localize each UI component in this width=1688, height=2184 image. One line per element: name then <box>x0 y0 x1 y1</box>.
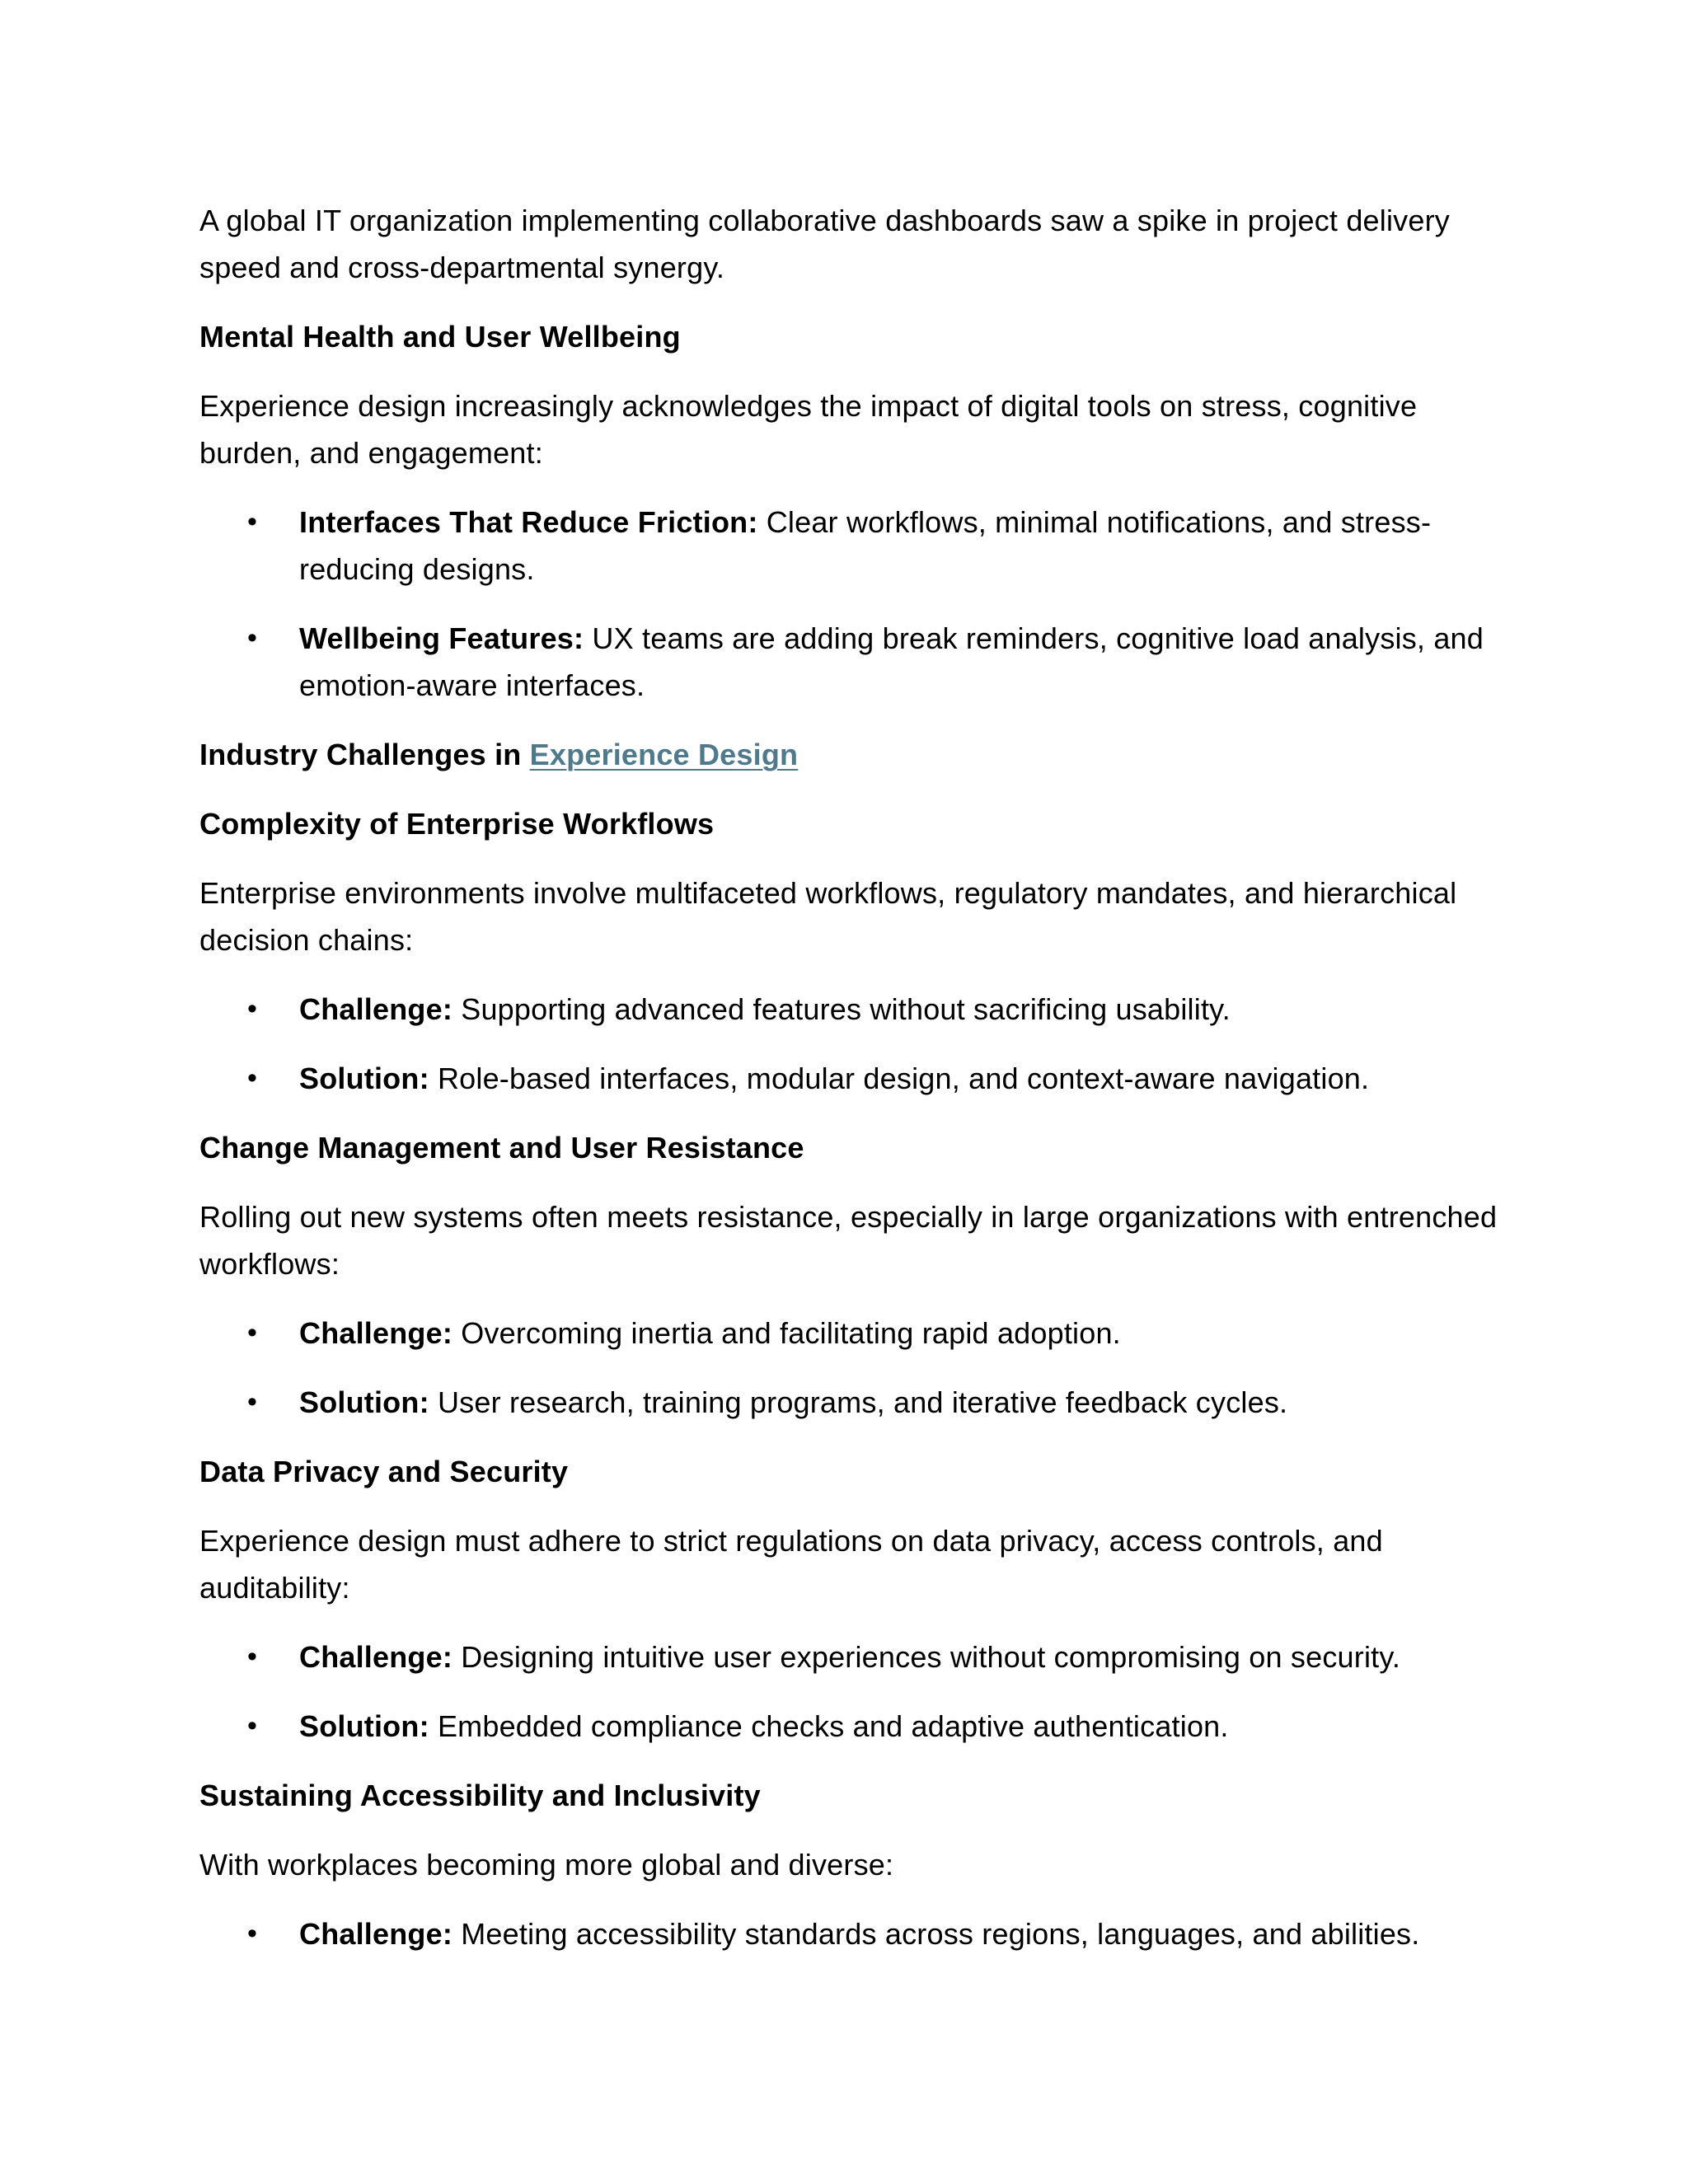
list-item <box>199 499 1502 593</box>
list-item-text: Role-based interfaces, modular design, and context-aware navigation. <box>429 1062 1370 1095</box>
list-item <box>199 1055 1502 1102</box>
intro-paragraph: A global IT organization implementing collaborative dashboards saw a spike in project delivery speed and cross-departmental synergy. <box>199 204 1450 284</box>
bullet-icon: • <box>247 1317 258 1348</box>
section-heading: Sustaining Accessibility and Inclusivity <box>199 1779 761 1812</box>
bullet-list <box>199 1633 1502 1750</box>
document-page <box>199 197 1502 1980</box>
list-item-label: Challenge: <box>299 1917 453 1951</box>
list-item-label: Wellbeing Features: <box>299 621 584 655</box>
list-item-text: Meeting accessibility standards across regions, languages, and abilities. <box>452 1917 1420 1951</box>
bullet-icon: • <box>247 506 258 537</box>
section-heading: Data Privacy and Security <box>199 1455 569 1488</box>
experience-design-link[interactable]: Experience Design <box>529 738 799 771</box>
bullet-icon: • <box>247 993 258 1024</box>
list-item-label: Interfaces That Reduce Friction: <box>299 505 758 539</box>
list-item <box>199 1633 1502 1680</box>
list-item-text: Designing intuitive user experiences without compromising on security. <box>452 1640 1401 1674</box>
bullet-icon: • <box>247 1386 258 1418</box>
list-item <box>199 1910 1502 1957</box>
section-body: Experience design must adhere to strict regulations on data privacy, access controls, and auditability: <box>199 1524 1383 1605</box>
bullet-icon: • <box>247 622 258 654</box>
list-item-label: Challenge: <box>299 1316 453 1350</box>
bullet-list <box>199 986 1502 1102</box>
list-item-label: Solution: <box>299 1709 429 1743</box>
list-item-text: UX teams are adding break reminders, cognitive load analysis, and emotion-aware interfaces. <box>299 621 1484 702</box>
bullet-icon: • <box>247 1062 258 1094</box>
list-item-text: User research, training programs, and iterative feedback cycles. <box>429 1385 1288 1419</box>
list-item-label: Challenge: <box>299 1640 453 1674</box>
bullet-icon: • <box>247 1641 258 1672</box>
section-heading: Change Management and User Resistance <box>199 1131 804 1165</box>
list-item-text: Overcoming inertia and facilitating rapid adoption. <box>452 1316 1121 1350</box>
section-body: Enterprise environments involve multifaceted workflows, regulatory mandates, and hierarchical decision chains: <box>199 876 1457 957</box>
list-item-label: Solution: <box>299 1385 429 1419</box>
section-body: Experience design increasingly acknowledges the impact of digital tools on stress, cognitive burden, and engagement: <box>199 389 1418 470</box>
list-item-label: Solution: <box>299 1062 429 1095</box>
list-item <box>199 1703 1502 1750</box>
list-item-label: Challenge: <box>299 992 453 1026</box>
bullet-icon: • <box>247 1710 258 1741</box>
bullet-icon: • <box>247 1918 258 1949</box>
bullet-list <box>199 1910 1502 1957</box>
list-item <box>199 1379 1502 1426</box>
list-item <box>199 986 1502 1033</box>
list-item <box>199 1310 1502 1357</box>
list-item-text: Embedded compliance checks and adaptive authentication. <box>429 1709 1229 1743</box>
section-heading: Mental Health and User Wellbeing <box>199 320 681 354</box>
list-item <box>199 615 1502 709</box>
bullet-list <box>199 499 1502 709</box>
section-heading: Complexity of Enterprise Workflows <box>199 807 715 841</box>
heading-prefix: Industry Challenges in <box>199 738 530 771</box>
list-item-text: Clear workflows, minimal notifications, and stress-reducing designs. <box>299 505 1432 586</box>
section-body: Rolling out new systems often meets resistance, especially in large organizations with entrenched workflows: <box>199 1200 1498 1281</box>
section-body: With workplaces becoming more global and diverse: <box>199 1848 894 1882</box>
bullet-list <box>199 1310 1502 1426</box>
section-heading-industry-challenges <box>199 731 1502 778</box>
list-item-text: Supporting advanced features without sacrificing usability. <box>452 992 1231 1026</box>
